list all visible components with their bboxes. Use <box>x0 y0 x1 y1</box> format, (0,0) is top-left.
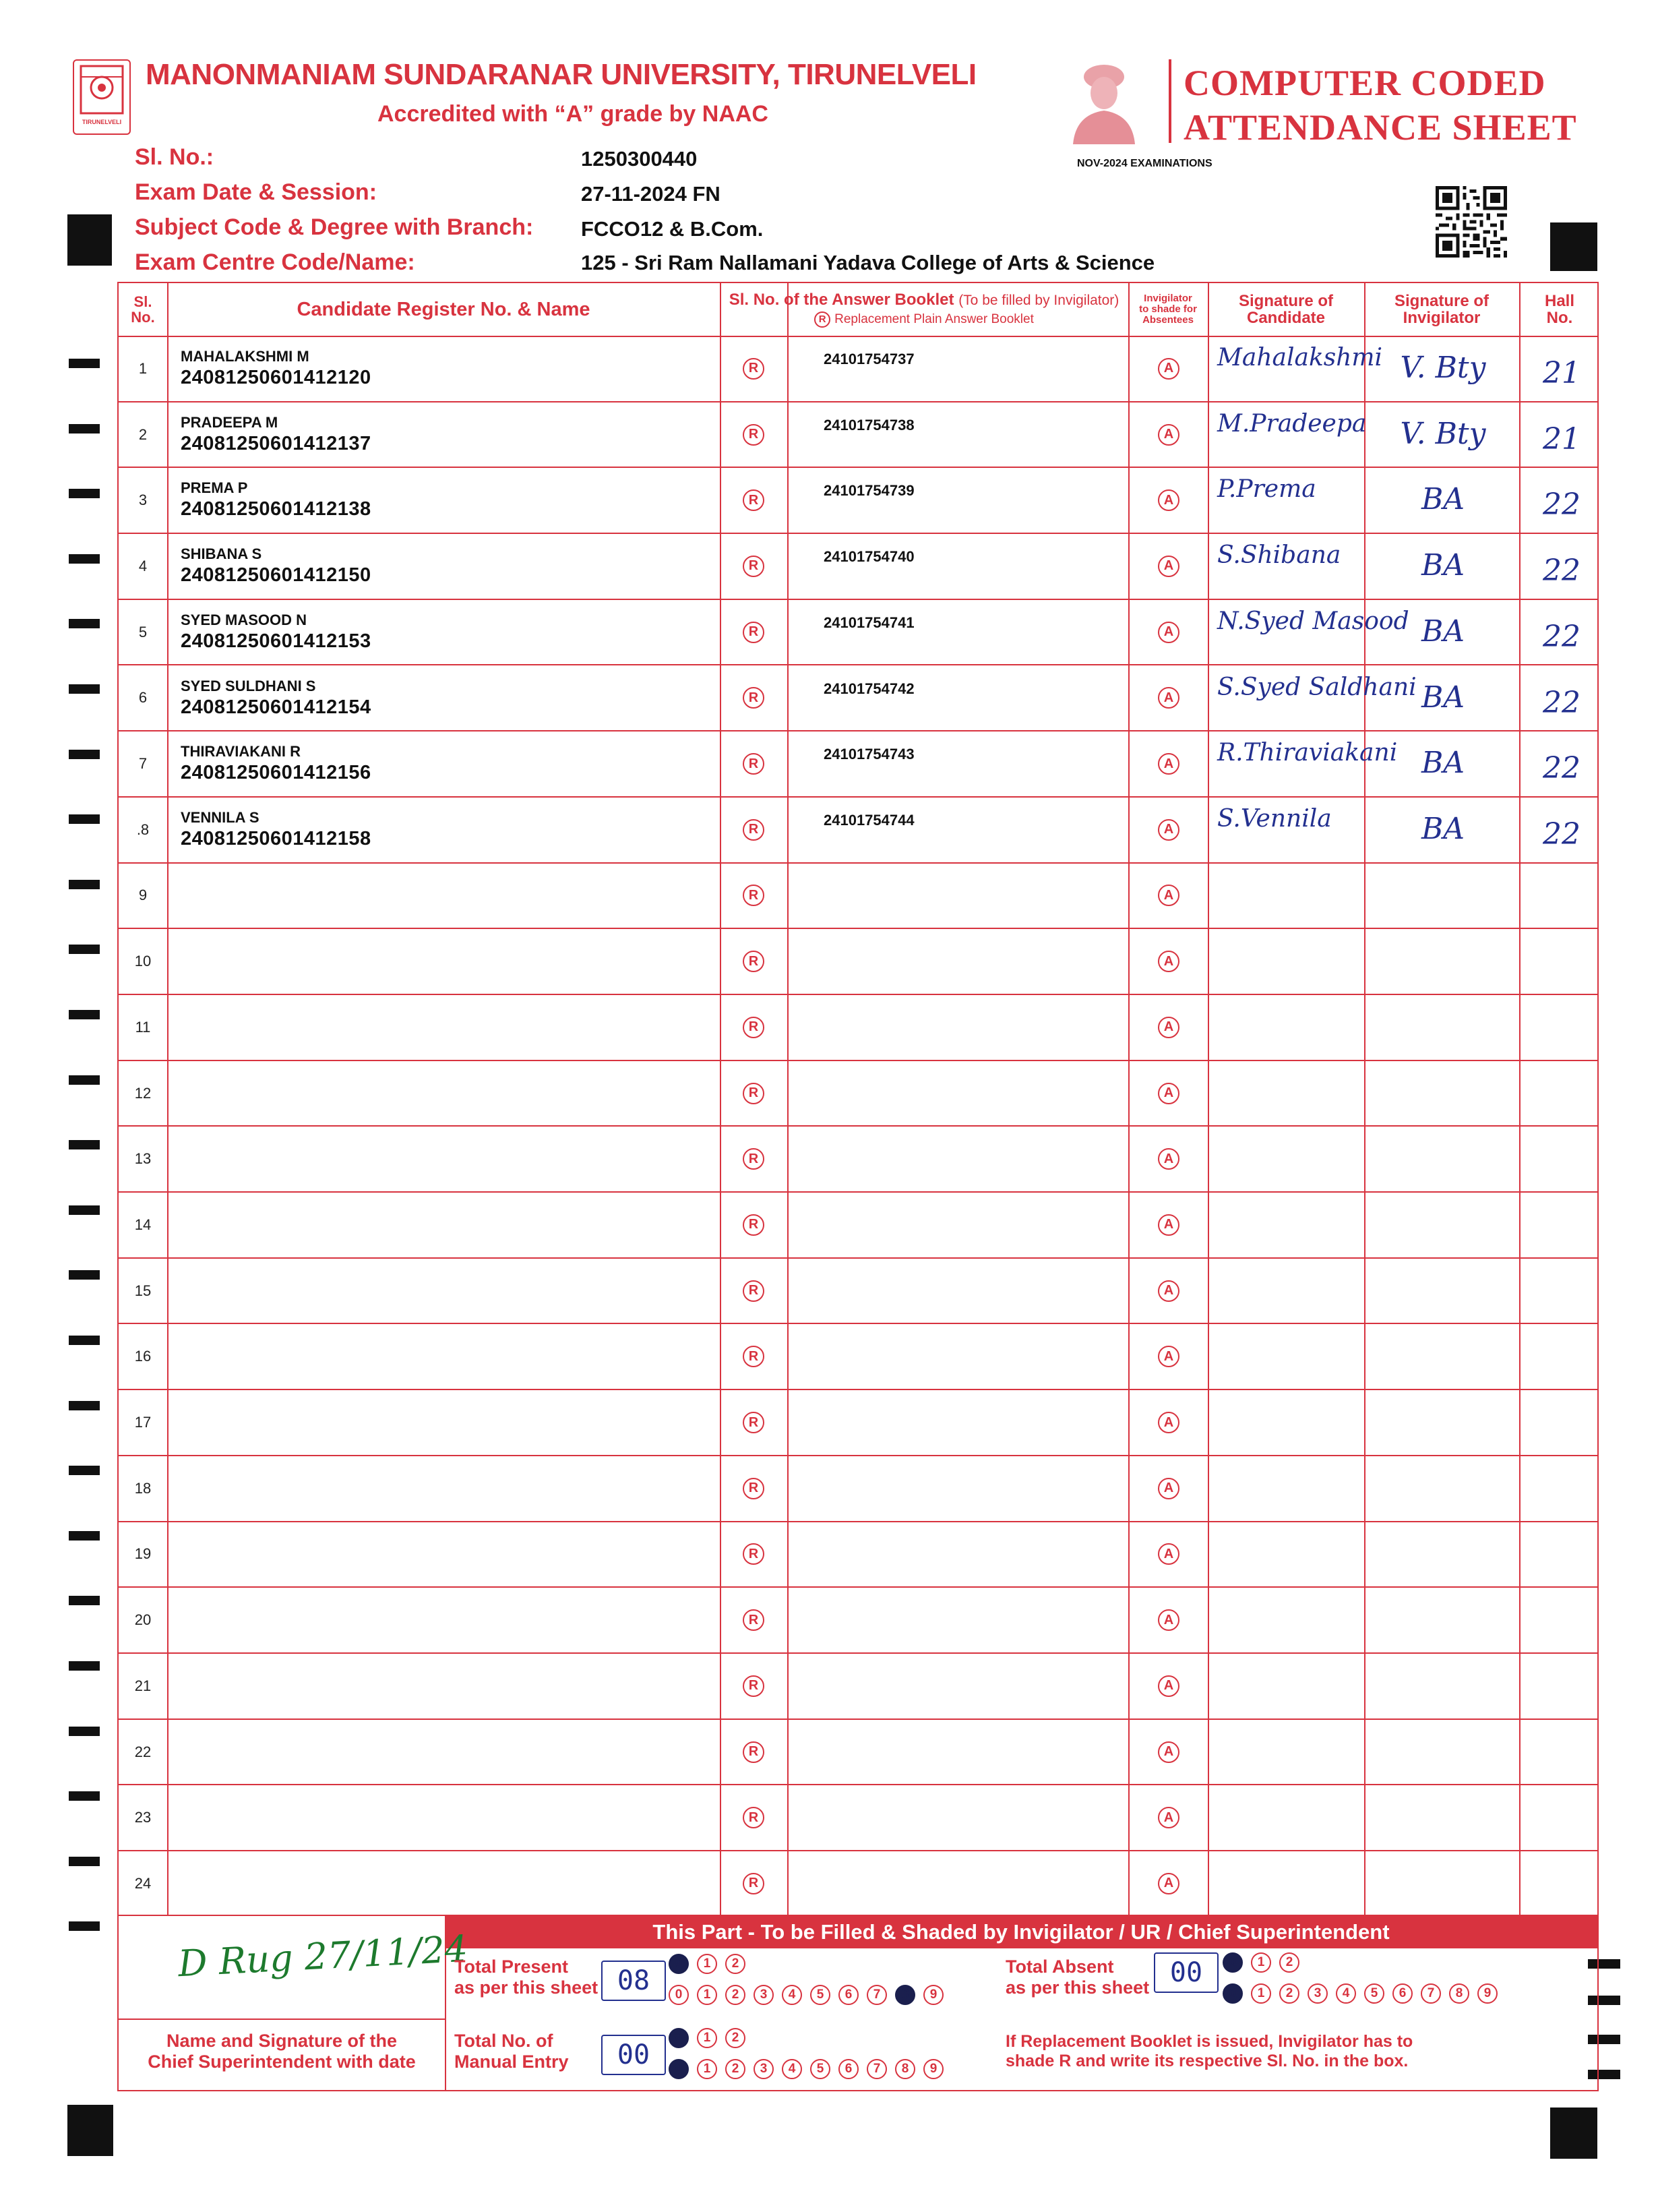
invigilator-signature: BA <box>1421 680 1465 715</box>
table-row <box>119 994 1597 1060</box>
row-sl-no: 5 <box>138 623 148 640</box>
answer-booklet-no: 24101754743 <box>824 746 915 763</box>
absentee-bubble[interactable]: A <box>1158 753 1179 775</box>
row-sl-no: 2 <box>138 425 148 443</box>
answer-booklet-no: 24101754740 <box>824 548 915 566</box>
hall-no: 22 <box>1543 554 1580 589</box>
timing-mark-left <box>69 1791 100 1801</box>
replacement-bubble[interactable]: R <box>743 1741 764 1763</box>
row-sl-no: 18 <box>134 1479 152 1497</box>
absentee-bubble[interactable]: A <box>1158 1346 1179 1367</box>
total-absent-l1: Total Absent <box>1006 1956 1114 1977</box>
table-row <box>119 467 1597 533</box>
registration-mark <box>1550 2108 1597 2159</box>
founder-portrait <box>1069 59 1139 144</box>
exam-date-value: 27-11-2024 FN <box>581 182 720 206</box>
absentee-bubble[interactable]: A <box>1158 556 1179 577</box>
absentee-bubble[interactable]: A <box>1158 885 1179 906</box>
timing-mark-left <box>69 1075 100 1085</box>
row-sl-no: 20 <box>134 1611 152 1629</box>
row-sl-no: .8 <box>136 820 150 838</box>
footer-panel <box>117 1916 1599 2091</box>
replacement-bubble[interactable]: R <box>743 1675 764 1697</box>
replacement-bubble[interactable]: R <box>743 1412 764 1433</box>
table-row <box>119 1258 1597 1324</box>
timing-mark-left <box>69 1401 100 1410</box>
header-sig-candidate <box>1208 283 1364 336</box>
replacement-bubble[interactable]: R <box>743 1543 764 1565</box>
units-digit-bubble[interactable]: 4 <box>1336 1983 1356 2004</box>
timing-mark-left <box>69 684 100 694</box>
absentee-bubble[interactable]: A <box>1158 1478 1179 1499</box>
header-sl-no-text: Sl. No. <box>131 293 155 326</box>
header-absent-l1: Invigilator <box>1144 293 1192 305</box>
sheet-title-line1: COMPUTER CODED <box>1184 63 1546 103</box>
candidate-signature: S.Shibana <box>1217 541 1341 570</box>
university-name: MANONMANIAM SUNDARANAR UNIVERSITY, TIRUNELVELI <box>146 58 977 91</box>
tens-digit-bubble[interactable]: 1 <box>1251 1952 1271 1973</box>
table-row <box>119 1389 1597 1456</box>
header-absent-l3: Absentees <box>1142 313 1194 326</box>
absentee-bubble[interactable]: A <box>1158 1017 1179 1038</box>
units-digit-bubble[interactable]: 7 <box>1421 1983 1441 2004</box>
units-digit-bubble[interactable]: 9 <box>923 2059 944 2079</box>
timing-mark-left <box>69 1596 100 1605</box>
tens-digit-bubble[interactable]: 2 <box>725 1954 745 1974</box>
table-row <box>119 1653 1597 1719</box>
candidate-name: SYED SULDHANI S <box>181 677 316 694</box>
candidate-signature: Mahalakshmi <box>1217 344 1383 371</box>
replacement-bubble[interactable]: R <box>743 358 764 380</box>
header-hall-no <box>1519 283 1600 336</box>
exam-date-label: Exam Date & Session: <box>135 179 377 205</box>
timing-mark-left <box>69 554 100 564</box>
absentee-bubble[interactable]: A <box>1158 1807 1179 1828</box>
tens-digit-bubble[interactable]: 1 <box>697 2028 717 2048</box>
replacement-bubble[interactable]: R <box>743 819 764 841</box>
registration-mark <box>67 214 112 266</box>
manual-entry-label <box>454 2031 569 2072</box>
replacement-bubble[interactable]: R <box>743 1807 764 1828</box>
hall-no: 22 <box>1543 816 1580 851</box>
subject-value: FCCO12 & B.Com. <box>581 217 764 241</box>
replacement-bubble[interactable]: R <box>743 1280 764 1302</box>
replacement-bubble[interactable]: R <box>743 687 764 709</box>
units-digit-bubble[interactable]: 8 <box>1449 1983 1469 2004</box>
total-present-label <box>454 1956 598 1998</box>
header-booklet-note: (To be filled by Invigilator) <box>958 293 1119 309</box>
answer-booklet-no: 24101754741 <box>824 614 915 631</box>
row-sl-no: 21 <box>134 1677 152 1694</box>
units-digit-bubble[interactable]: 0 <box>669 2059 689 2079</box>
absentee-bubble[interactable]: A <box>1158 1675 1179 1697</box>
subject-label: Subject Code & Degree with Branch: <box>135 214 534 240</box>
row-sl-no: 19 <box>134 1545 152 1563</box>
absentee-bubble[interactable]: A <box>1158 1543 1179 1565</box>
row-sl-no: 1 <box>138 359 148 377</box>
units-digit-bubble[interactable]: 4 <box>782 1985 802 2005</box>
timing-mark-left <box>69 489 100 498</box>
candidate-register-no: 24081250601412156 <box>181 762 371 784</box>
timing-mark-left <box>69 1921 100 1931</box>
table-row <box>119 928 1597 994</box>
units-digit-bubble[interactable]: 1 <box>1251 1983 1271 2004</box>
answer-booklet-no: 24101754744 <box>824 811 915 829</box>
header-hall-l1: Hall <box>1544 291 1574 310</box>
row-sl-no: 4 <box>138 557 148 574</box>
total-absent-box[interactable]: 00 <box>1154 1952 1219 1993</box>
table-row <box>119 402 1597 468</box>
units-digit-bubble[interactable]: 5 <box>810 1985 830 2005</box>
total-absent-label <box>1006 1956 1149 1998</box>
row-sl-no: 22 <box>134 1743 152 1760</box>
units-digit-bubble[interactable]: 9 <box>1477 1983 1498 2004</box>
chief-label <box>119 2031 445 2072</box>
candidate-name: PRADEEPA M <box>181 413 278 431</box>
replacement-bubble[interactable]: R <box>743 1346 764 1367</box>
invigilator-signature: BA <box>1421 614 1465 649</box>
row-sl-no: 17 <box>134 1414 152 1431</box>
table-row <box>119 1192 1597 1258</box>
absentee-bubble[interactable]: A <box>1158 1741 1179 1763</box>
candidate-signature: M.Pradeepa <box>1217 409 1367 438</box>
absentee-bubble[interactable]: A <box>1158 489 1179 511</box>
table-row <box>119 731 1597 797</box>
total-present-box[interactable]: 08 <box>601 1961 666 2001</box>
candidate-signature: N.Syed Masood <box>1217 607 1409 635</box>
total-present-l2: as per this sheet <box>454 1977 598 1998</box>
timing-mark-left <box>69 1531 100 1541</box>
logo-text: TIRUNELVELI <box>82 119 122 125</box>
table-row <box>119 1851 1597 1917</box>
invigilator-signature: BA <box>1421 482 1465 517</box>
tens-digit-bubble[interactable]: 2 <box>725 2028 745 2048</box>
invigilator-signature: V. Bty <box>1400 416 1486 451</box>
table-row <box>119 1785 1597 1851</box>
absentee-bubble[interactable]: A <box>1158 951 1179 972</box>
timing-mark-left <box>69 945 100 954</box>
tens-digit-bubble[interactable]: 1 <box>697 1954 717 1974</box>
timing-mark-left <box>69 424 100 434</box>
row-sl-no: 10 <box>134 953 152 970</box>
timing-mark-left <box>69 814 100 824</box>
row-sl-no: 9 <box>138 887 148 904</box>
manual-entry-l1: Total No. of <box>454 2031 553 2051</box>
row-sl-no: 6 <box>138 689 148 707</box>
absentee-bubble[interactable]: A <box>1158 1148 1179 1170</box>
candidate-signature: R.Thiraviakani <box>1217 739 1398 767</box>
units-digit-bubble[interactable]: 3 <box>754 1985 774 2005</box>
table-row <box>119 863 1597 929</box>
accreditation: Accredited with “A” grade by NAAC <box>377 101 768 127</box>
candidate-register-no: 24081250601412154 <box>181 696 371 718</box>
table-row <box>119 336 1597 402</box>
replacement-bubble[interactable]: R <box>743 1017 764 1038</box>
header-sig-candidate-l2: Candidate <box>1246 309 1325 327</box>
row-sl-no: 3 <box>138 491 148 509</box>
candidate-signature: S.Vennila <box>1217 804 1332 833</box>
absentee-bubble[interactable]: A <box>1158 622 1179 643</box>
row-sl-no: 12 <box>134 1084 152 1102</box>
university-logo <box>73 59 131 135</box>
table-row <box>119 533 1597 599</box>
table-row <box>119 797 1597 863</box>
invigilator-signature: BA <box>1421 548 1465 583</box>
timing-mark-left <box>69 1661 100 1671</box>
table-row <box>119 1324 1597 1390</box>
header-booklet-main: Sl. No. of the Answer Booklet <box>729 291 954 309</box>
manual-entry-box[interactable]: 00 <box>601 2035 666 2075</box>
absentee-bubble[interactable]: A <box>1158 1083 1179 1104</box>
units-digit-bubble[interactable]: 4 <box>782 2059 802 2079</box>
registration-mark <box>1550 222 1597 271</box>
chief-label-l2: Chief Superintendent with date <box>148 2052 416 2072</box>
sl-no-value: 1250300440 <box>581 147 698 171</box>
tens-digit-bubble[interactable]: 0 <box>669 2028 689 2048</box>
candidate-signature: P.Prema <box>1217 475 1316 504</box>
table-row <box>119 1719 1597 1785</box>
replacement-bubble[interactable]: R <box>743 1083 764 1104</box>
timing-mark-left <box>69 750 100 759</box>
row-sl-no: 23 <box>134 1809 152 1826</box>
candidate-name: SHIBANA S <box>181 545 262 563</box>
timing-mark-left <box>69 1336 100 1345</box>
replacement-bubble[interactable]: R <box>743 1873 764 1894</box>
answer-booklet-no: 24101754738 <box>824 416 915 434</box>
replacement-bubble[interactable]: R <box>743 753 764 775</box>
table-row <box>119 665 1597 731</box>
header-candidate <box>167 283 720 336</box>
invigilator-signature: BA <box>1421 811 1465 846</box>
timing-mark-left <box>69 1857 100 1866</box>
absentee-bubble[interactable]: A <box>1158 819 1179 841</box>
row-sl-no: 15 <box>134 1282 152 1299</box>
header-sig-candidate-l1: Signature of <box>1238 291 1333 310</box>
chief-superintendent-signature: D Rug 27/11/24 <box>177 1927 469 1985</box>
candidate-name: MAHALAKSHMI M <box>181 348 309 365</box>
footer-banner: This Part - To be Filled & Shaded by Invigilator / UR / Chief Superintendent <box>445 1916 1597 1948</box>
absentee-bubble[interactable]: A <box>1158 424 1179 446</box>
replacement-bubble[interactable]: R <box>743 951 764 972</box>
header-hall-l2: No. <box>1546 309 1573 327</box>
header-candidate-text: Candidate Register No. & Name <box>297 298 590 320</box>
units-digit-bubble[interactable]: 0 <box>1223 1983 1243 2004</box>
units-digit-bubble[interactable]: 5 <box>1364 1983 1384 2004</box>
total-present-l1: Total Present <box>454 1956 569 1977</box>
table-row <box>119 599 1597 665</box>
units-digit-bubble[interactable]: 2 <box>1279 1983 1299 2004</box>
row-sl-no: 11 <box>135 1018 151 1036</box>
timing-mark-left <box>69 1010 100 1019</box>
candidate-name: VENNILA S <box>181 808 259 826</box>
row-sl-no: 14 <box>134 1216 152 1233</box>
replacement-bubble[interactable]: R <box>743 1214 764 1236</box>
timing-mark-left <box>69 1140 100 1149</box>
header-sig-invigilator-l2: Invigilator <box>1403 309 1481 327</box>
units-digit-bubble[interactable]: 6 <box>838 2059 859 2079</box>
row-sl-no: 7 <box>138 755 148 773</box>
replacement-bubble[interactable]: R <box>743 1148 764 1170</box>
absentee-bubble[interactable]: A <box>1158 1214 1179 1236</box>
header-sl-no <box>119 283 167 336</box>
units-digit-bubble[interactable]: 6 <box>1392 1983 1413 2004</box>
centre-label: Exam Centre Code/Name: <box>135 249 415 275</box>
replacement-bubble[interactable]: R <box>743 1609 764 1631</box>
replacement-bubble[interactable]: R <box>743 885 764 906</box>
timing-mark-left <box>69 619 100 628</box>
candidate-register-no: 24081250601412120 <box>181 367 371 388</box>
replacement-bubble[interactable]: R <box>743 424 764 446</box>
candidate-register-no: 24081250601412150 <box>181 564 371 587</box>
units-digit-bubble[interactable]: 5 <box>810 2059 830 2079</box>
answer-booklet-no: 24101754739 <box>824 482 915 500</box>
table-row <box>119 1522 1597 1588</box>
registration-mark <box>67 2105 113 2156</box>
absentee-bubble[interactable]: A <box>1158 687 1179 709</box>
replacement-bubble[interactable]: R <box>743 556 764 577</box>
absentee-bubble[interactable]: A <box>1158 1609 1179 1631</box>
units-digit-bubble[interactable]: 6 <box>838 1985 859 2005</box>
timing-mark-left <box>69 1270 100 1280</box>
hall-no: 22 <box>1543 487 1580 522</box>
chief-label-l1: Name and Signature of the <box>166 2031 398 2051</box>
absentee-bubble[interactable]: A <box>1158 1412 1179 1433</box>
units-digit-bubble[interactable]: 0 <box>669 1985 689 2005</box>
replacement-bubble[interactable]: R <box>743 622 764 643</box>
units-digit-bubble[interactable]: 3 <box>754 2059 774 2079</box>
sl-no-label: Sl. No.: <box>135 144 214 170</box>
candidate-register-no: 24081250601412153 <box>181 630 371 652</box>
answer-booklet-no: 24101754742 <box>824 680 915 697</box>
hall-no: 21 <box>1543 356 1580 390</box>
absentee-bubble[interactable]: A <box>1158 358 1179 380</box>
row-sl-no: 24 <box>134 1874 152 1892</box>
hall-no: 22 <box>1543 751 1580 786</box>
candidate-register-no: 24081250601412138 <box>181 498 371 520</box>
units-digit-bubble[interactable]: 2 <box>725 2059 745 2079</box>
sheet-title-line2: ATTENDANCE SHEET <box>1184 107 1577 148</box>
header-divider <box>1169 59 1171 143</box>
hall-no: 22 <box>1543 685 1580 720</box>
hall-no: 22 <box>1543 619 1580 654</box>
tens-digit-bubble[interactable]: 0 <box>669 1954 689 1974</box>
tens-digit-bubble[interactable]: 2 <box>1279 1952 1299 1973</box>
absentee-bubble[interactable]: A <box>1158 1873 1179 1894</box>
header-sig-invigilator-l1: Signature of <box>1394 291 1489 310</box>
units-digit-bubble[interactable]: 1 <box>697 1985 717 2005</box>
replacement-note-l1: If Replacement Booklet is issued, Invigilator has to <box>1006 2032 1413 2051</box>
replacement-bubble[interactable]: R <box>743 1478 764 1499</box>
table-row <box>119 1126 1597 1192</box>
total-absent-l2: as per this sheet <box>1006 1977 1150 1998</box>
units-digit-bubble[interactable]: 2 <box>725 1985 745 2005</box>
attendance-table <box>117 282 1599 1916</box>
candidate-register-no: 24081250601412158 <box>181 827 371 849</box>
row-sl-no: 13 <box>134 1150 152 1168</box>
manual-entry-l2: Manual Entry <box>454 2052 569 2072</box>
table-row <box>119 1456 1597 1522</box>
row-sl-no: 16 <box>134 1348 152 1365</box>
invigilator-signature: V. Bty <box>1400 351 1486 385</box>
header-booklet <box>720 283 1128 336</box>
timing-mark-left <box>69 880 100 889</box>
timing-mark-left <box>69 1466 100 1475</box>
invigilator-signature: BA <box>1421 746 1465 781</box>
header-sig-invigilator <box>1364 283 1519 336</box>
units-digit-bubble[interactable]: 8 <box>895 2059 915 2079</box>
units-digit-bubble[interactable]: 7 <box>867 2059 887 2079</box>
units-digit-bubble[interactable]: 8 <box>895 1985 915 2005</box>
candidate-name: PREMA P <box>181 479 248 497</box>
centre-value: 125 - Sri Ram Nallamani Yadava College of Arts & Science <box>581 251 1155 274</box>
timing-mark-left <box>69 359 100 368</box>
candidate-signature: S.Syed Saldhani <box>1217 673 1417 701</box>
candidate-name: SYED MASOOD N <box>181 611 307 628</box>
units-digit-bubble[interactable]: 1 <box>697 2059 717 2079</box>
header-absent-l2: to shade for <box>1139 303 1197 316</box>
candidate-register-no: 24081250601412137 <box>181 432 371 454</box>
absentee-bubble[interactable]: A <box>1158 1280 1179 1302</box>
replacement-note-l2: shade R and write its respective Sl. No. in the box. <box>1006 2051 1409 2070</box>
units-digit-bubble[interactable]: 7 <box>867 1985 887 2005</box>
replacement-note <box>1006 2032 1413 2071</box>
table-row <box>119 1060 1597 1127</box>
header-booklet-sub: Replacement Plain Answer Booklet <box>834 311 1034 326</box>
header-absentees <box>1128 283 1208 336</box>
timing-mark-left <box>69 1727 100 1736</box>
units-digit-bubble[interactable]: 9 <box>923 1985 944 2005</box>
hall-no: 21 <box>1543 421 1580 456</box>
replacement-bubble[interactable]: R <box>743 489 764 511</box>
tens-digit-bubble[interactable]: 0 <box>1223 1952 1243 1973</box>
units-digit-bubble[interactable]: 3 <box>1308 1983 1328 2004</box>
candidate-name: THIRAVIAKANI R <box>181 743 301 760</box>
answer-booklet-no: 24101754737 <box>824 351 915 367</box>
exam-session-label: NOV-2024 EXAMINATIONS <box>1077 158 1212 169</box>
replace-symbol-icon: R <box>814 311 830 328</box>
qr-code <box>1436 186 1507 258</box>
timing-mark-left <box>69 1205 100 1215</box>
table-row <box>119 1587 1597 1653</box>
